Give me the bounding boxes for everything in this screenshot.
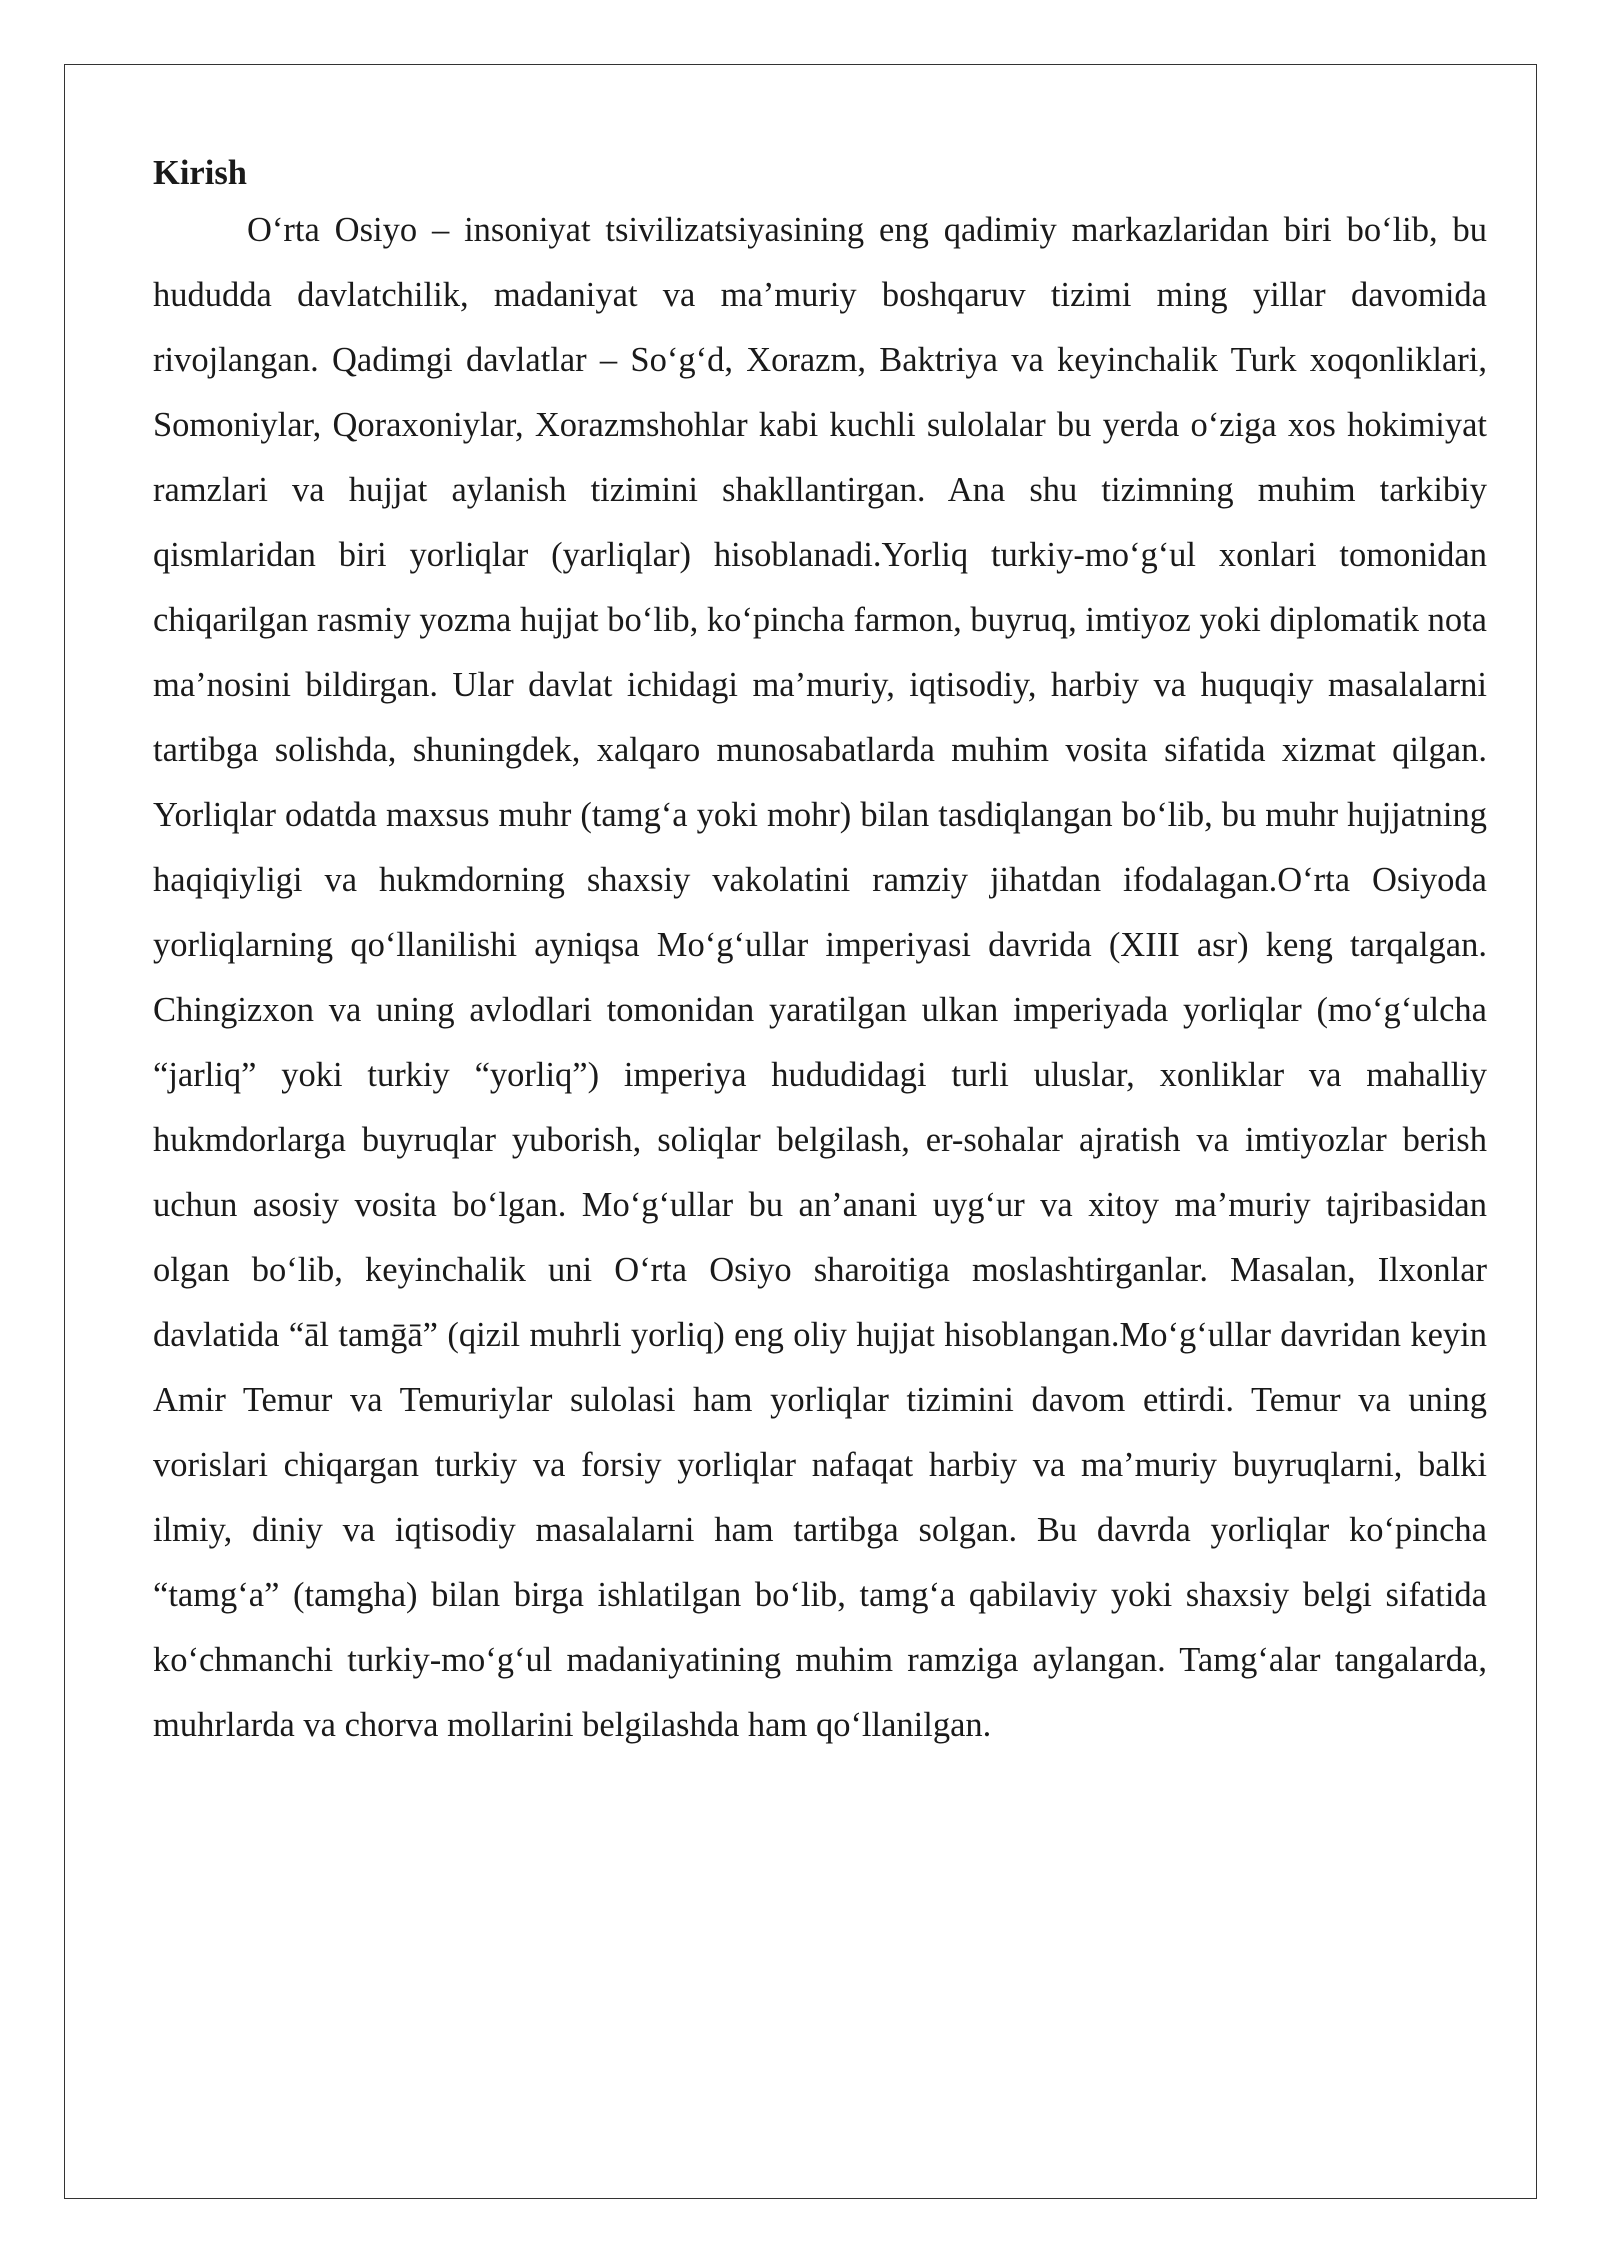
section-heading: Kirish bbox=[153, 154, 247, 192]
document-body bbox=[153, 148, 1487, 1758]
body-paragraph: O‘rta Osiyo – insoniyat tsivilizatsiyasining eng qadimiy markazlaridan biri bo‘lib, bu hududda davlatchilik, madaniyat va ma’muriy boshqaruv tizimi ming yillar davomida rivojlangan. Qadimgi davlatlar – So‘g‘d, Xorazm, Baktriya va keyinchalik Turk xoqonliklari, Somoniylar, Qoraxoniylar, Xorazmshohlar kabi kuchli sulolalar bu yerda o‘ziga xos hokimiyat ramzlari va hujjat aylanish tizimini shakllantirgan. Ana shu tizimning muhim tarkibiy qismlaridan biri yorliqlar (yarliqlar) hisoblanadi.Yorliq turkiy-mo‘g‘ul xonlari tomonidan chiqarilgan rasmiy yozma hujjat bo‘lib, ko‘pincha farmon, buyruq, imtiyoz yoki diplomatik nota ma’nosini bildirgan. Ular davlat ichidagi ma’muriy, iqtisodiy, harbiy va huquqiy masalalarni tartibga solishda, shuningdek, xalqaro munosabatlarda muhim vosita sifatida xizmat qilgan. Yorliqlar odatda maxsus muhr (tamg‘a yoki mohr) bilan tasdiqlangan bo‘lib, bu muhr hujjatning haqiqiyligi va hukmdorning shaxsiy vakolatini ramziy jihatdan ifodalagan.O‘rta Osiyoda yorliqlarning qo‘llanilishi ayniqsa Mo‘g‘ullar imperiyasi davrida (XIII asr) keng tarqalgan. Chingizxon va uning avlodlari tomonidan yaratilgan ulkan imperiyada yorliqlar (mo‘g‘ulcha “jarliq” yoki turkiy “yorliq”) imperiya hududidagi turli uluslar, xonliklar va mahalliy hukmdorlarga buyruqlar yuborish, soliqlar belgilash, er-sohalar ajratish va imtiyozlar berish uchun asosiy vosita bo‘lgan. Mo‘g‘ullar bu an’anani uyg‘ur va xitoy ma’muriy tajribasidan olgan bo‘lib, keyinchalik uni O‘rta Osiyo sharoitiga moslashtirganlar. Masalan, Ilxonlar davlatida “āl tamḡā” (qizil muhrli yorliq) eng oliy hujjat hisoblangan.Mo‘g‘ullar davridan keyin Amir Temur va Temuriylar sulolasi ham yorliqlar tizimini davom ettirdi. Temur va uning vorislari chiqargan turkiy va forsiy yorliqlar nafaqat harbiy va ma’muriy buyruqlarni, balki ilmiy, diniy va iqtisodiy masalalarni ham tartibga solgan. Bu davrda yorliqlar ko‘pincha “tamg‘a” (tamgha) bilan birga ishlatilgan bo‘lib, tamg‘a qabilaviy yoki shaxsiy belgi sifatida ko‘chmanchi turkiy-mo‘g‘ul madaniyatining muhim ramziga aylangan. Tamg‘alar tangalarda, muhrlarda va chorva mollarini belgilashda ham qo‘llanilgan. bbox=[153, 211, 1487, 1744]
